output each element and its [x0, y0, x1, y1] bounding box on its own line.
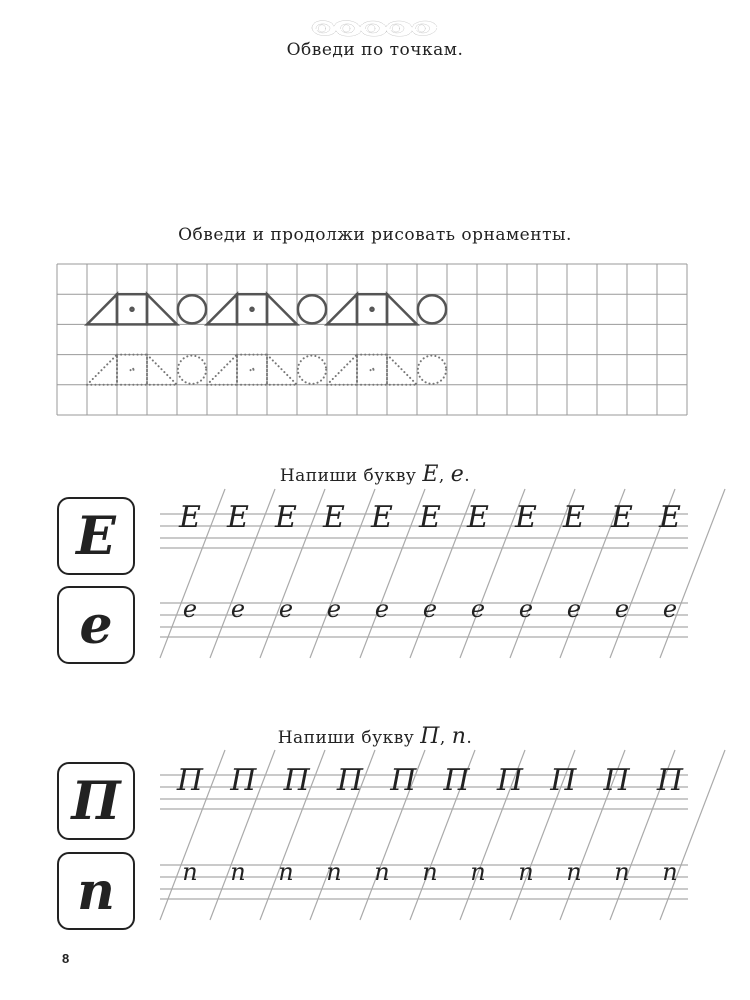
cursive-upper-p: П [390, 763, 417, 798]
cursive-lower-p: п [278, 858, 294, 886]
cursive-upper-e: Е [371, 500, 393, 535]
cursive-lower-e: е [278, 595, 294, 623]
cursive-lower-e: е [566, 595, 582, 623]
cursive-upper-e: Е [659, 500, 681, 535]
task4-instruction-text: Напиши букву [277, 728, 415, 748]
cursive-lower-p: п [518, 858, 534, 886]
cursive-lower-e: е [662, 595, 678, 623]
cursive-upper-e: Е [467, 500, 489, 535]
lower-p-row [170, 858, 690, 886]
cursive-lower-p: п [470, 858, 486, 886]
cursive-upper-p: П [550, 763, 577, 798]
cursive-lower-e: е [326, 595, 342, 623]
cursive-upper-e: Е [179, 500, 201, 535]
cursive-lower-p: п [374, 858, 390, 886]
task3-instruction: Напиши букву Е, е. [279, 462, 471, 487]
cursive-upper-p: П [283, 763, 310, 798]
cursive-lower-e: е [422, 595, 438, 623]
task2-instruction: Обведи и продолжи рисовать орнаменты. [178, 225, 572, 245]
sample-upper-e-card: Е [57, 497, 135, 575]
task3-lower-letter: е [450, 462, 465, 487]
cursive-lower-p: п [422, 858, 438, 886]
task3-upper-letter: Е [422, 462, 439, 487]
cursive-upper-p: П [176, 763, 204, 798]
task4-instruction: Напиши букву П, п. [277, 724, 473, 749]
cursive-lower-p: п [326, 858, 342, 886]
cursive-upper-e: Е [227, 500, 249, 535]
task1-instruction: Обведи по точкам. [286, 40, 464, 60]
upper-p-row [170, 763, 690, 798]
cursive-upper-p: П [443, 763, 470, 798]
cursive-upper-p: П [230, 763, 257, 798]
cursive-upper-p: П [496, 763, 524, 798]
cursive-lower-p: п [182, 858, 198, 886]
cursive-lower-e: е [470, 595, 486, 623]
cursive-lower-e: е [230, 595, 246, 623]
cursive-lower-p: п [662, 858, 678, 886]
task4-upper-letter: П [420, 724, 440, 749]
task3-instruction-text: Напиши букву [279, 466, 417, 486]
cursive-upper-e: Е [323, 500, 345, 535]
cursive-upper-p: П [603, 763, 630, 798]
sample-lower-e-card: е [57, 586, 135, 664]
cursive-upper-p: П [336, 763, 364, 798]
cursive-lower-p: п [614, 858, 630, 886]
task4-lower-letter: п [451, 724, 467, 749]
cursive-upper-p: П [656, 763, 684, 798]
page-number: 8 [62, 951, 70, 966]
cursive-upper-e: Е [275, 500, 297, 535]
cursive-lower-p: п [566, 858, 582, 886]
cursive-lower-e: е [374, 595, 390, 623]
cursive-lower-e: е [614, 595, 630, 623]
cursive-upper-e: Е [515, 500, 537, 535]
cursive-upper-e: Е [563, 500, 585, 535]
cursive-lower-p: п [230, 858, 246, 886]
cursive-upper-e: Е [611, 500, 633, 535]
cursive-lower-e: е [182, 595, 198, 623]
sample-upper-p-card: П [57, 762, 135, 840]
cursive-upper-e: Е [419, 500, 441, 535]
sample-lower-p-card: п [57, 852, 135, 930]
cursive-lower-e: е [518, 595, 534, 623]
